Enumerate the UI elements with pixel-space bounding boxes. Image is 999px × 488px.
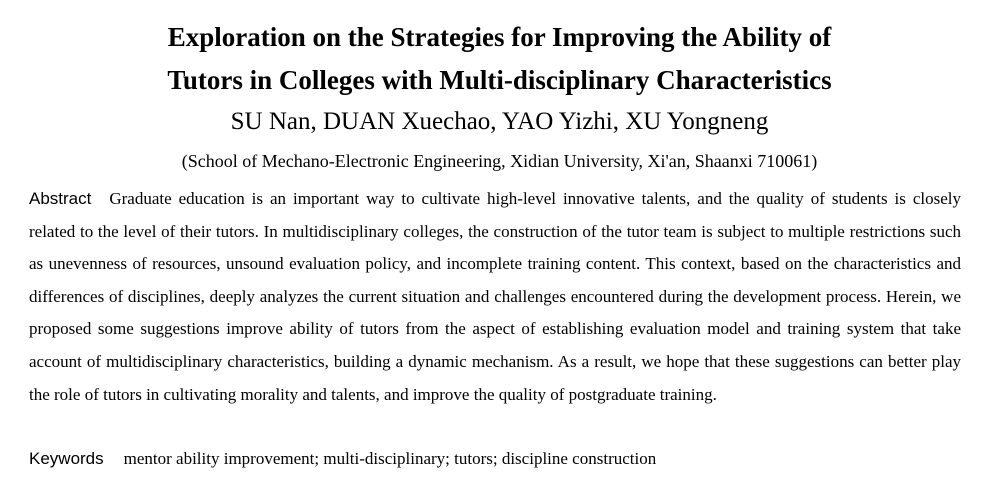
abstract-text: Graduate education is an important way to cultivate high-level innovative talents, and the quality of students is closely related to the level of their tutors. In multidisciplinary colleges, the construction of the tutor team is subject to multiple restrictions such as unevenness of resources, unsound evaluation policy, and incomplete training content. This context, based on the characteristics and differences of disciplines, deeply analyzes the current situation and challenges encountered during the development process. Herein, we proposed some suggestions improve ability of tutors from the aspect of establishing evaluation model and training system that take account of multidisciplinary characteristics, building a dynamic mechanism. As a result, we hope that these suggestions can better play the role of tutors in cultivating morality and talents, and improve the quality of postgraduate training. (29, 189, 961, 404)
paper-title-line-2: Tutors in Colleges with Multi-disciplinary Characteristics (167, 65, 832, 95)
keywords-text: mentor ability improvement; multi-disciplinary; tutors; discipline construction (123, 449, 657, 468)
author-list: SU Nan, DUAN Xuechao, YAO Yizhi, XU Yongneng (230, 108, 769, 135)
paper-title-line-1: Exploration on the Strategies for Improving the Ability of (167, 22, 832, 52)
keywords-section (29, 444, 961, 474)
affiliation: (School of Mechano-Electronic Engineering, Xidian University, Xi'an, Shaanxi 710061) (181, 151, 818, 171)
keywords-label: Keywords (29, 449, 104, 468)
abstract-section (29, 183, 961, 411)
abstract-label: Abstract (29, 189, 92, 208)
